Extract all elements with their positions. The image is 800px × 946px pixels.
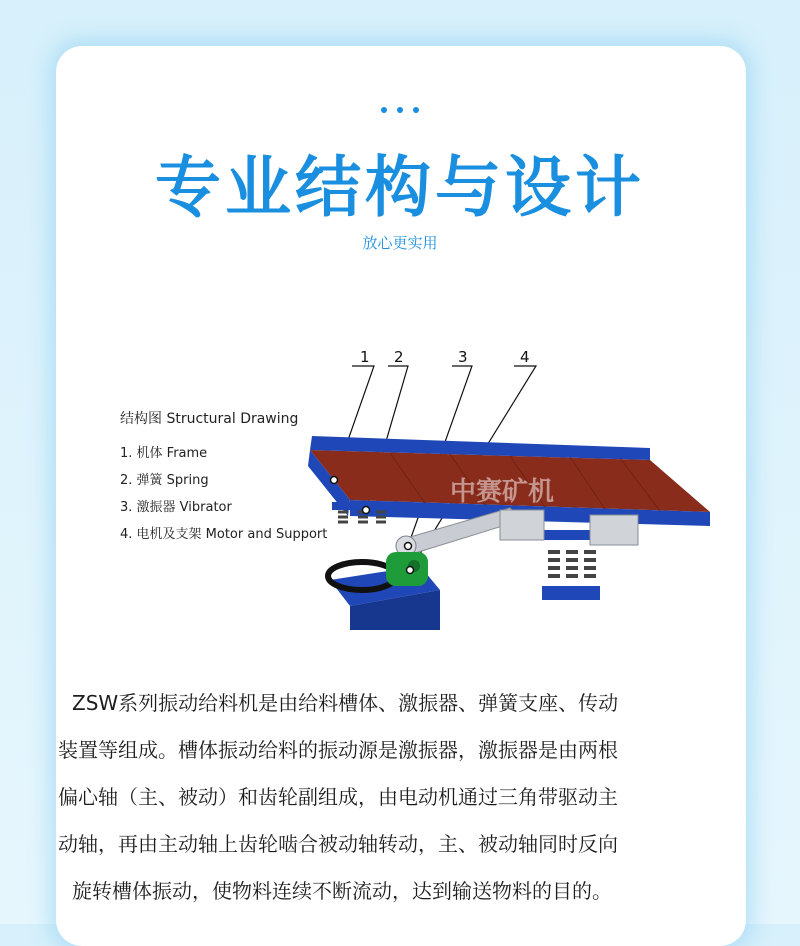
product-description: [58, 680, 738, 915]
legend-item: 2. 弹簧 Spring: [120, 473, 209, 488]
dot-icon: [381, 107, 387, 113]
description-line: ZSW系列振动给料机是由给料槽体、激振器、弹簧支座、传动: [72, 691, 619, 715]
page-subtitle: 放心更实用: [362, 234, 438, 252]
watermark-text: 中赛矿机: [450, 477, 555, 507]
dot-icon: [413, 107, 419, 113]
description-line: 偏心轴（主、被动）和齿轮副组成，由电动机通过三角带驱动主: [58, 785, 618, 809]
description-line: 动轴，再由主动轴上齿轮啮合被动轴转动，主、被动轴同时反向: [58, 832, 618, 856]
motor-and-support: [328, 552, 440, 630]
callout-number: 2: [394, 348, 404, 366]
legend-item: 3. 激振器 Vibrator: [120, 500, 232, 515]
description-line: 旋转槽体振动，使物料连续不断流动，达到输送物料的目的。: [72, 879, 612, 903]
callout-number: 1: [360, 348, 370, 366]
dot-icon: [397, 107, 403, 113]
spring-supports-left: [332, 502, 392, 522]
feeder-structural-drawing: [290, 340, 730, 630]
description-line: 装置等组成。槽体振动给料的振动源是激振器，激振器是由两根: [58, 738, 618, 762]
page-title: 专业结构与设计: [155, 149, 645, 226]
decorative-dots: [0, 98, 800, 117]
callout-number: 4: [520, 348, 530, 366]
legend-item: 1. 机体 Frame: [120, 446, 208, 461]
legend-heading: 结构图 Structural Drawing: [120, 411, 299, 427]
legend-item: 4. 电机及支架 Motor and Support: [120, 527, 328, 542]
callout-number: 3: [458, 348, 468, 366]
